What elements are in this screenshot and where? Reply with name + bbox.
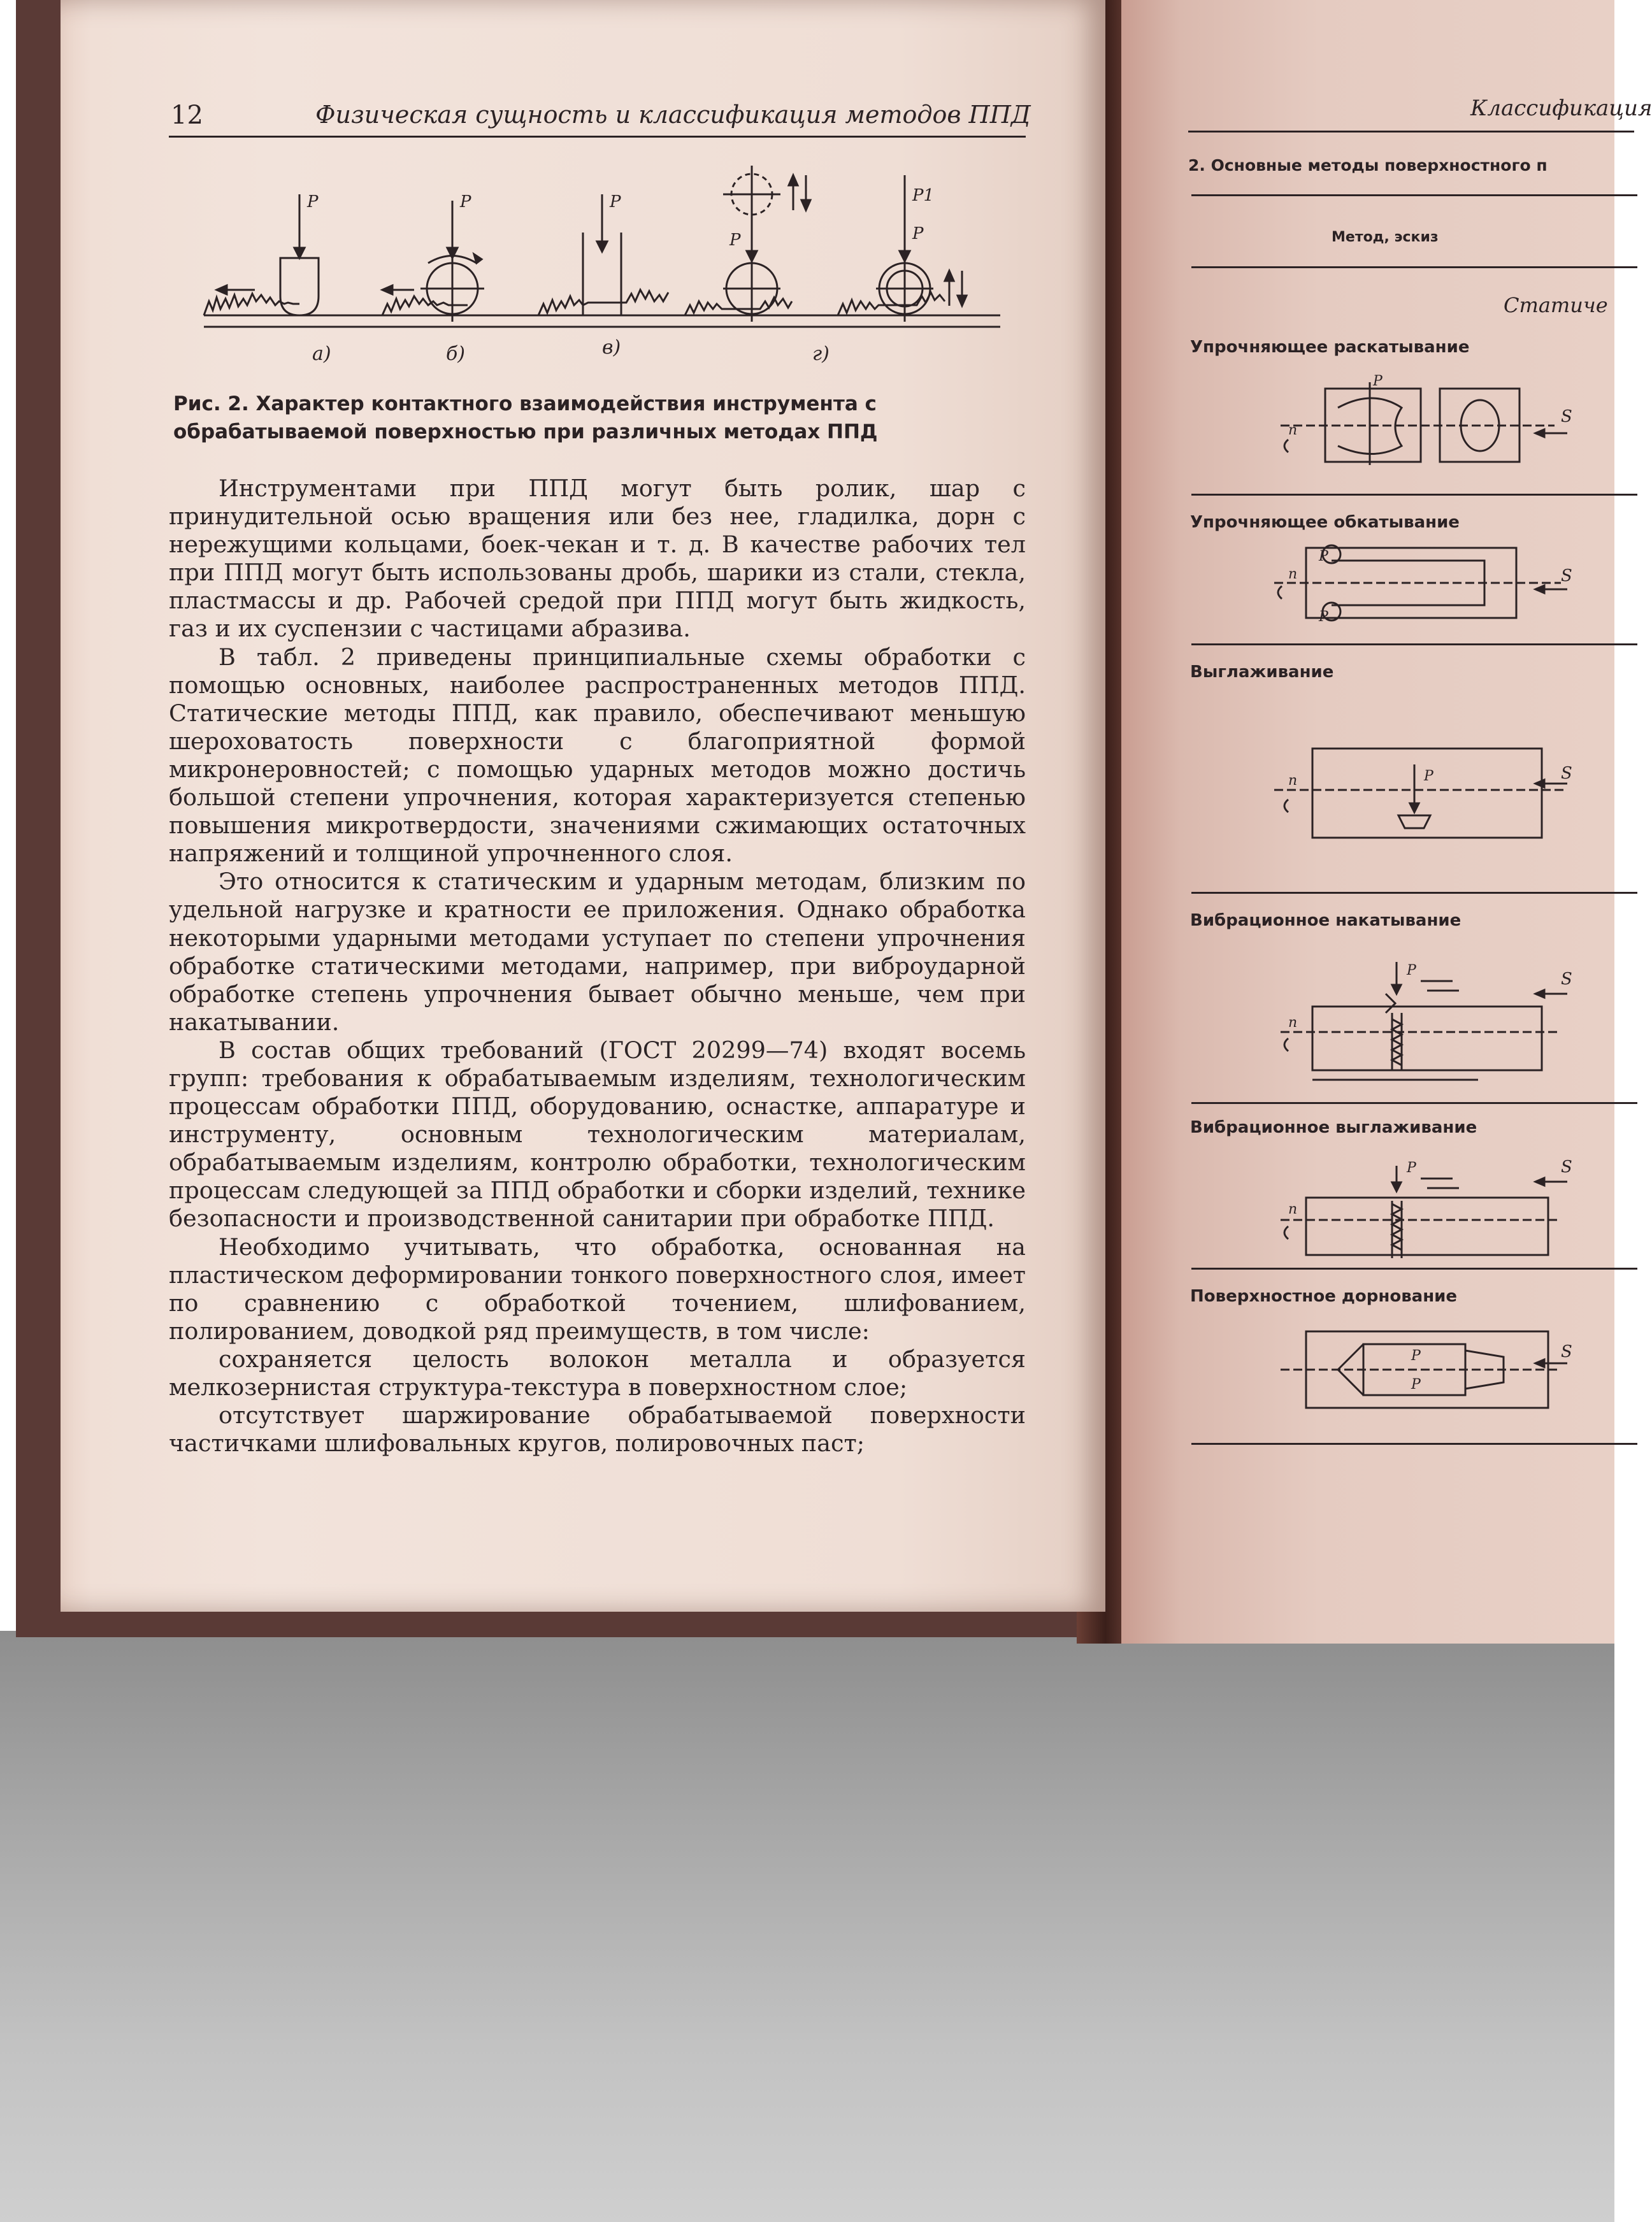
- sketch1-s: S: [1561, 407, 1572, 426]
- method-6: Поверхностное дорнование: [1190, 1287, 1458, 1306]
- sketch-vibro-burnishing: [1281, 1166, 1567, 1258]
- method-5: Вибрационное выглаживание: [1190, 1118, 1477, 1137]
- sublabel-a: а): [312, 343, 331, 365]
- figure-2: [191, 162, 1019, 379]
- sketch6-p-bottom: P: [1411, 1377, 1421, 1393]
- sketch-vibro-rolling: [1281, 962, 1567, 1080]
- figure-2b-ball: [376, 201, 535, 327]
- table-title: 2. Основные методы поверхностного п: [1188, 156, 1548, 175]
- body-text: [169, 475, 1026, 1458]
- paragraph-7: отсутствует шаржирование обрабатываемой поверхности частичками шлифовальных кругов, полировочных паст;: [169, 1401, 1026, 1458]
- sketch-mandrelling: [1281, 1331, 1567, 1408]
- page-number: 12: [171, 101, 203, 130]
- sketch4-n: n: [1288, 1015, 1298, 1031]
- sketch5-n: n: [1288, 1201, 1298, 1217]
- sketch4-p: P: [1407, 963, 1416, 978]
- scanner-background: [0, 1631, 1614, 2222]
- paragraph-6: сохраняется целость волокон металла и образуется мелкозернистая структура-текстура в поверхностном слое;: [169, 1345, 1026, 1401]
- header-rule: [169, 136, 1026, 138]
- sketch4-s: S: [1561, 970, 1572, 989]
- figure-2c-burnisher: [535, 194, 682, 327]
- sketch2-s: S: [1561, 566, 1572, 585]
- sublabel-v: в): [602, 336, 621, 359]
- sketch2-p-top: P: [1319, 548, 1328, 564]
- sketch1-p: P: [1373, 373, 1383, 389]
- paragraph-5: Необходимо учитывать, что обработка, основанная на пластическом деформировании тонкого поверхностного слоя, имеет по сравнению с обработкой точением, шлифованием, полированием, доводкой ряд преимуществ, в том числе:: [169, 1233, 1026, 1345]
- method-sketches: [1121, 0, 1614, 1644]
- force-label-c: P: [610, 192, 621, 211]
- right-page: [1121, 0, 1652, 1644]
- force-label-a: P: [307, 192, 319, 211]
- force-label-d1: P: [729, 231, 741, 250]
- sketch2-n: n: [1288, 566, 1298, 582]
- sketch5-s: S: [1561, 1158, 1572, 1177]
- sketch3-s: S: [1561, 764, 1572, 783]
- sublabel-g: г): [812, 343, 830, 365]
- sketch5-p: P: [1407, 1160, 1416, 1176]
- force-label-b: P: [460, 192, 471, 211]
- paragraph-3: Это относится к статическим и ударным методам, близким по удельной нагрузке и кратности ее приложения. Однако обработка некоторыми ударными методами уступает по степени упрочнения обработке статическими методами, например, при виброударной обработке степень упрочнения бывает обычно меньше, чем при накатывании.: [169, 868, 1026, 1036]
- sketch1-n: n: [1288, 422, 1298, 438]
- paragraph-2: В табл. 2 приведены принципиальные схемы обработки с помощью основных, наиболее распространенных методов ППД. Статические методы ППД, как правило, обеспечивают меньшую шероховатость поверхности с благоприятной формой микронеровностей; с помощью ударных методов можно достичь большой степени упрочнения, которая характеризуется степенью повышения микротвердости, значениями сжимающих остаточных напряжений и толщиной упрочненного слоя.: [169, 643, 1026, 868]
- right-running-head: Классификация: [1470, 96, 1652, 121]
- method-3: Выглаживание: [1190, 663, 1334, 682]
- sketch2-p-bottom: P: [1319, 609, 1328, 625]
- paragraph-1: Инструментами при ППД могут быть ролик, шар с принудительной осью вращения или без нее, гладилка, дорн с нережущими кольцами, боек-чекан и т. д. В качестве рабочих тел при ППД могут быть использованы дробь, шарики из стали, стекла, пластмассы и др. Рабочей средой при ППД могут быть жидкость, газ и их суспензии с частицами абразива.: [169, 475, 1026, 643]
- running-head: Физическая сущность и классификация методов ППД: [315, 101, 1031, 129]
- method-4: Вибрационное накатывание: [1190, 911, 1462, 930]
- sketch-burnishing: [1274, 749, 1567, 838]
- method-1: Упрочняющее раскатывание: [1190, 338, 1470, 357]
- sublabel-b: б): [446, 343, 466, 365]
- sketch6-s: S: [1561, 1342, 1572, 1361]
- sketch6-p-top: P: [1411, 1348, 1421, 1364]
- sketch-rolling: [1281, 382, 1567, 465]
- category-static: Статиче: [1504, 293, 1608, 317]
- paragraph-4: В состав общих требований (ГОСТ 20299—74) входят восемь групп: требования к обрабатываемым изделиям, технологическим процессам обработки ППД, оборудованию, оснастке, аппаратуре и инструменту, основным технологическим материалам, обрабатываемым изделиям, контролю обработки, технологическим процессам следующей за ППД обработки и сборки изделий, технике безопасности и производственной санитарии при обработке ППД.: [169, 1036, 1026, 1233]
- force-label-d2: P1: [912, 186, 935, 205]
- figure-caption: Рис. 2. Характер контактного взаимодействия инструмента с обрабатываемой поверхностью при различных методах ППД: [173, 392, 878, 443]
- method-2: Упрочняющее обкатывание: [1190, 513, 1460, 532]
- column-header: Метод, эскиз: [1332, 229, 1439, 245]
- sketch3-n: n: [1288, 773, 1298, 789]
- figure-2d-impact-ball: [682, 166, 835, 327]
- sketch3-p: P: [1424, 768, 1433, 784]
- figure-2a-roller: [204, 194, 382, 327]
- sketch-rolling-external: [1274, 545, 1567, 620]
- force-label-d3: P: [912, 224, 924, 243]
